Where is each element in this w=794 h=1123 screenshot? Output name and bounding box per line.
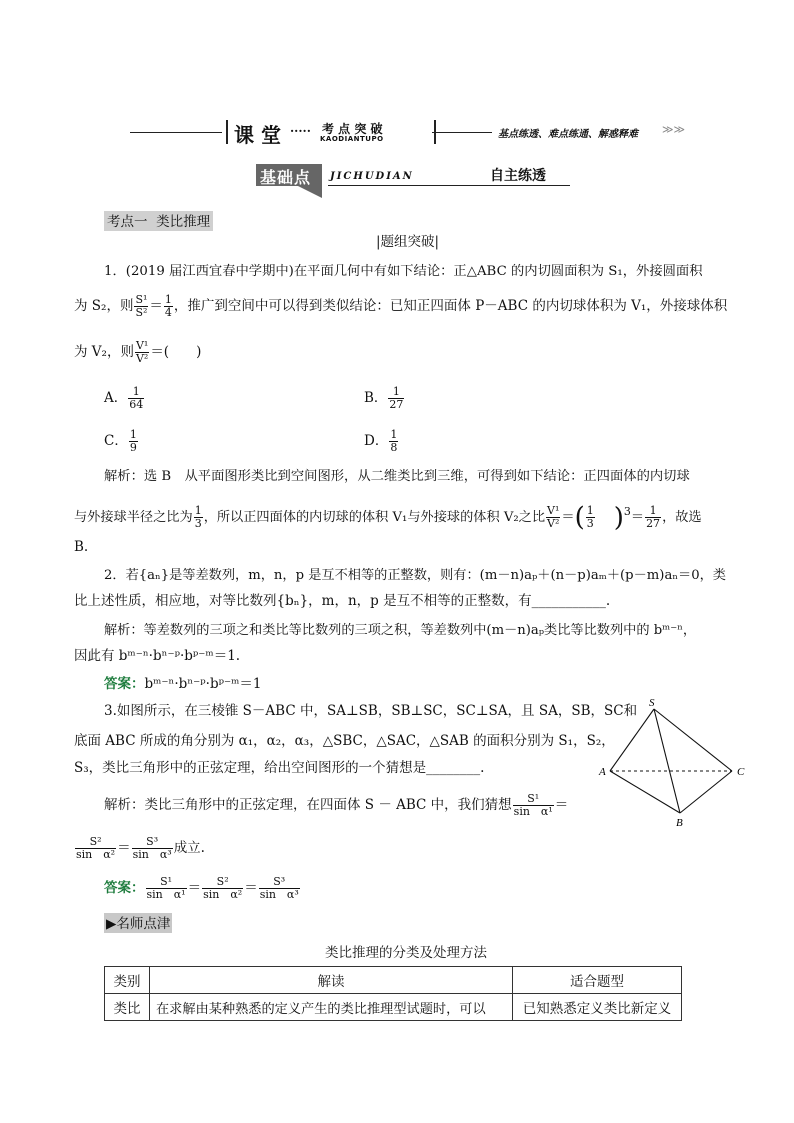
q3-sol-frac1-den: sin α¹ — [513, 805, 553, 818]
q1-sol-frac-paren-num: 1 — [586, 504, 594, 517]
q2-line2: 比上述性质，相应地，对等比数列{bₙ}，m，n，p 是互不相等的正整数，有___________. — [74, 593, 611, 609]
q1-option-d-den: 8 — [390, 441, 398, 454]
banner-dots: ····· — [290, 124, 311, 138]
q1-sol2e: ，故选 — [662, 510, 702, 525]
q3-sol-end: 成立. — [173, 840, 205, 856]
q1-line3 — [74, 340, 201, 365]
q1-option-a-num: 1 — [128, 386, 144, 399]
q1-sol-paren-close: ) — [613, 502, 624, 533]
q1-sol-frac-v-num: V¹ — [547, 504, 560, 517]
section-banner-pinyin: JICHUDIAN — [330, 171, 414, 182]
q1-option-c-den: 9 — [129, 441, 137, 454]
q1-option-a-label: A． — [104, 390, 128, 406]
label-s: S — [649, 697, 655, 709]
q1-line2 — [74, 294, 727, 319]
q1-sol-frac-third-den: 3 — [194, 517, 202, 530]
q1-frac-v-den: V² — [135, 352, 149, 365]
q1-sol2a: 与外接球半径之比为 — [74, 510, 193, 525]
q3-sol1: 解析：类比三角形中的正弦定理，在四面体 S － ABC 中，我们猜想 — [104, 797, 512, 813]
q2-solution-line2: 因此有 bᵐ⁻ⁿ·bⁿ⁻ᵖ·bᵖ⁻ᵐ＝1. — [74, 648, 241, 664]
q1-sol-exponent: 3 — [623, 505, 631, 518]
label-b: B — [676, 817, 683, 829]
tip-tag — [104, 913, 172, 933]
section-banner-jichudian: 基础点 — [260, 168, 312, 187]
q1-option-d[interactable] — [364, 429, 399, 454]
banner-right-rule — [432, 132, 492, 133]
table-header-cell: 类别 — [105, 967, 150, 994]
q1-sol2c: ＝ — [561, 510, 575, 525]
q1-option-d-frac — [389, 429, 398, 454]
q3-sol-frac1 — [513, 793, 554, 818]
edge-sa — [610, 709, 654, 771]
q3-sol-frac2 — [75, 836, 116, 861]
section-banner — [256, 164, 576, 198]
table-title: 类比推理的分类及处理方法 — [325, 945, 487, 961]
classification-table — [104, 966, 682, 1021]
table-header-row — [105, 967, 682, 994]
q3-sol-eq2: ＝ — [117, 840, 131, 856]
label-a: A — [599, 766, 606, 778]
q1-sol2d: ＝ — [630, 510, 645, 525]
q1-option-d-label: D． — [364, 433, 389, 449]
q1-option-c-num: 1 — [129, 428, 137, 441]
q3-sol-eq1: ＝ — [554, 797, 569, 813]
banner-left-rule — [130, 132, 222, 133]
q2-answer-text: bᵐ⁻ⁿ·bⁿ⁻ᵖ·bᵖ⁻ᵐ＝1 — [144, 676, 262, 692]
q3-line1: 3.如图所示，在三棱锥 S－ABC 中，SA⊥SB，SB⊥SC，SC⊥SA，且 SA，SB，SC和 — [104, 703, 638, 719]
q1-option-b[interactable] — [364, 386, 405, 411]
edge-sb — [654, 709, 680, 813]
q3-ans-eq1: ＝ — [187, 880, 202, 896]
q1-frac-quarter-den: 4 — [164, 306, 172, 319]
q1-sol-paren-open: ( — [574, 502, 585, 533]
q1-sol-frac-third — [194, 505, 203, 530]
banner-kaodian: 考 点 突 破 — [322, 122, 383, 136]
q1-option-c[interactable] — [104, 429, 139, 454]
tetrahedron-figure — [596, 696, 756, 832]
q2-answer — [104, 674, 262, 694]
table-cell: 类比 — [105, 994, 150, 1021]
q1-sol-frac-result-den: 27 — [646, 517, 661, 530]
q1-line1: 1．(2019 届江西宜春中学期中)在平面几何中有如下结论：正△ABC 的内切圆面积为 S₁，外接圆面积 — [104, 264, 703, 279]
q1-frac-s — [134, 294, 148, 319]
q1-solution-line3: B. — [74, 539, 89, 555]
banner-right-text: 基点练透、难点练通、解惑释难 — [498, 129, 638, 140]
q3-ans-frac2-den: sin α² — [203, 888, 243, 901]
q3-answer-label: 答案： — [104, 880, 145, 896]
q3-sol-frac3-num: S³ — [132, 836, 173, 849]
q1-sol-frac-v-den: V² — [547, 517, 560, 530]
topic-tag — [104, 211, 213, 231]
banner-ketang: 课 堂 — [234, 123, 281, 147]
q3-ans-frac2 — [202, 876, 243, 901]
q1-option-c-frac — [129, 429, 138, 454]
topic-tag-text: 考点一 类比推理 — [107, 214, 211, 230]
q1-line2a: 为 S₂，则 — [74, 298, 134, 314]
q1-frac-v-num: V¹ — [135, 339, 149, 352]
q3-ans-frac1-num: S¹ — [146, 876, 187, 889]
q3-ans-frac1 — [146, 876, 187, 901]
q1-eq: ＝ — [149, 298, 163, 314]
q1-option-b-frac — [388, 386, 404, 411]
q3-sol-frac1-num: S¹ — [513, 793, 554, 806]
tip-tag-text: ▶名师点津 — [106, 916, 171, 932]
q1-line3a: 为 V₂，则 — [74, 344, 134, 360]
q1-frac-quarter — [164, 294, 173, 319]
table-header-cell: 解读 — [150, 967, 513, 994]
q1-option-a-den: 64 — [129, 398, 144, 411]
banner-kaodian-pinyin: KAODIANTUPO — [320, 135, 384, 143]
q3-ans-frac2-num: S² — [202, 876, 243, 889]
q3-ans-frac3-den: sin α³ — [259, 888, 299, 901]
q3-sol-frac3-den: sin α³ — [132, 848, 172, 861]
q3-line3: S₃，类比三角形中的正弦定理，给出空间图形的一个猜想是________. — [74, 760, 485, 776]
q1-option-c-label: C． — [104, 433, 128, 449]
q1-sol2b: ，所以正四面体的内切球的体积 V₁与外接球的体积 V₂之比 — [203, 510, 546, 525]
q1-option-b-num: 1 — [388, 386, 404, 399]
edge-ab — [610, 771, 680, 813]
q3-sol-frac3 — [132, 836, 173, 861]
group-title: |题组突破| — [376, 234, 440, 250]
q3-solution-line1 — [104, 793, 568, 818]
q1-option-b-den: 27 — [389, 398, 404, 411]
q1-sol-frac-v — [546, 505, 560, 530]
table-row — [105, 994, 682, 1021]
q1-sol-frac-paren — [586, 505, 595, 530]
q3-ans-eq2: ＝ — [244, 880, 258, 896]
top-banner — [130, 118, 690, 148]
q2-solution-line1: 解析：等差数列的三项之和类比等比数列的三项之积，等差数列中(m－n)aₚ类比等比数列中的 bᵐ⁻ⁿ， — [104, 623, 697, 638]
section-banner-right: 自主练透 — [490, 168, 546, 184]
q1-solution-line2 — [74, 502, 702, 533]
q3-answer — [104, 876, 301, 901]
q1-option-d-num: 1 — [390, 428, 398, 441]
q1-sol-frac-result — [645, 505, 661, 530]
q1-sol-frac-third-num: 1 — [194, 504, 202, 517]
q2-answer-label: 答案： — [104, 676, 145, 692]
q3-solution-line2 — [74, 836, 205, 861]
banner-right-arrows: ≫≫ — [662, 123, 686, 136]
q1-sol-frac-paren-den: 3 — [586, 517, 594, 530]
q1-line2b: ，推广到空间中可以得到类似结论：已知正四面体 P－ABC 的内切球体积为 V₁，外接球体积 — [173, 298, 728, 314]
edge-bc — [680, 771, 732, 813]
q3-sol-frac2-num: S² — [75, 836, 116, 849]
q1-option-b-label: B． — [364, 390, 388, 406]
q3-sol-frac2-den: sin α² — [76, 848, 116, 861]
q3-line2: 底面 ABC 所成的角分别为 α₁，α₂，α₃，△SBC，△SAC，△SAB 的面积分别为 S₁，S₂， — [74, 733, 615, 749]
q1-solution-line1: 解析：选 B 从平面图形类比到空间图形，从二维类比到三维，可得到如下结论：正四面体的内切球 — [104, 469, 690, 484]
section-banner-rule — [328, 185, 570, 186]
edge-sc — [654, 709, 732, 771]
q2-line1: 2．若{aₙ}是等差数列，m，n，p 是互不相等的正整数，则有：(m－n)aₚ＋(n－p)aₘ＋(p－m)aₙ＝0，类 — [104, 568, 726, 583]
q1-frac-v — [135, 340, 149, 365]
q1-sol-frac-result-num: 1 — [645, 505, 661, 518]
q3-ans-frac3-num: S³ — [259, 876, 300, 889]
table-cell: 在求解由某种熟悉的定义产生的类比推理型试题时，可以 — [150, 994, 513, 1021]
q1-line3b: ＝( ) — [150, 344, 202, 360]
q3-ans-frac3 — [259, 876, 300, 901]
q1-frac-s-den: S² — [135, 306, 148, 319]
q1-option-a-frac — [128, 386, 144, 411]
q3-ans-frac1-den: sin α¹ — [146, 888, 186, 901]
table-header-cell: 适合题型 — [513, 967, 682, 994]
q1-frac-quarter-num: 1 — [164, 293, 172, 306]
q1-option-a[interactable] — [104, 386, 145, 411]
label-c: C — [737, 766, 745, 778]
q1-frac-s-num: S¹ — [135, 293, 148, 306]
table-cell: 已知熟悉定义类比新定义 — [513, 994, 682, 1021]
